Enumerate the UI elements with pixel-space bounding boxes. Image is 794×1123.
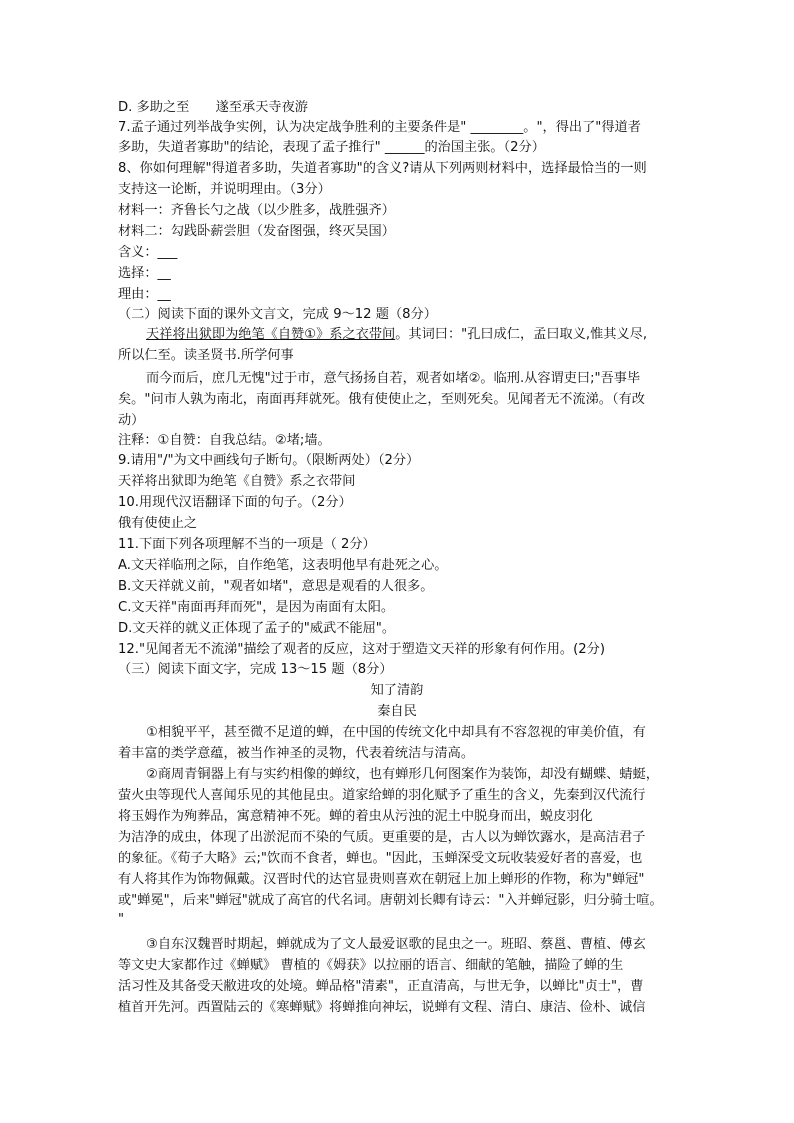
question-8-line-1: 8、你如何理解"得道者多助，失道者寡助"的含义?请从下列两则材料中，选择最恰当的一则	[118, 161, 647, 176]
paragraph-2-line-5: 的象征。《荀子大略》云;"饮而不食者，蝉也。"因此，玉蝉深受文玩收装爱好者的喜爱，也	[118, 851, 643, 866]
annotation: 注释：①自赞：自我总结。②堵;墙。	[118, 433, 331, 448]
paragraph-2-line-1: ②商周青铜器上有与实约相像的蝉纹，也有蝉形几何图案作为装饰，却没有蝴蝶、蜻蜓，	[146, 767, 659, 782]
paragraph-3-line-4: 植首开先河。西置陆云的《寒蝉赋》将蝉推向神坛，说蝉有文程、清白、康洁、俭朴、诚信	[118, 1000, 646, 1015]
answer-choice: 选择：__	[118, 266, 171, 281]
question-9-sentence: 天祥将出狱即为绝笔《自赞》系之衣带间	[118, 474, 356, 489]
question-10: 10.用现代汉语翻译下面的句子。（2分）	[118, 495, 352, 510]
paragraph-2-line-2: 萤火虫等现代人喜闻乐见的其他昆虫。道家给蝉的羽化赋予了重生的含义，先秦到汉代流行	[118, 788, 646, 803]
classical-text-line-1-rest: 。其词曰："孔曰成仁，孟曰取义,惟其义尽,	[395, 327, 648, 342]
classical-text-line-3: 而今而后，庶几无愧"过于市，意气扬扬自若，观者如堵②。临刑.从容谓吏曰;"吾事毕	[146, 371, 641, 386]
classical-text-line-5: 动）	[118, 413, 145, 428]
option-11-b: B.文天祥就义前，"观者如堵"，意思是观看的人很多。	[118, 579, 434, 594]
question-7-line-1: 7.孟子通过列举战争实例，认为决定战争胜利的主要条件是" ________。"，得出了"得道者	[118, 120, 641, 135]
question-7-line-2: 多助，失道者寡助"的结论，表现了孟子推行" ______的治国主张。（2分）	[118, 140, 545, 155]
classical-text-line-1	[146, 325, 684, 345]
paragraph-2-line-7: 或"蝉冕"，后来"蝉冠"就成了高官的代名词。唐朝刘长卿有诗云："入并蝉冠影，归分骑士喧。	[118, 893, 663, 908]
option-11-a: A.文天祥临刑之际，自作绝笔，这表明他早有赴死之心。	[118, 558, 448, 573]
article-title: 知了清韵	[370, 683, 424, 698]
material-1: 材料一：齐鲁长勺之战（以少胜多，战胜强齐）	[118, 203, 395, 218]
classical-text-line-4: 矣。"问市人孰为南北，南面再拜就死。俄有使使止之，至则死矣。见闻者无不流涕。（有改	[118, 392, 645, 407]
question-11: 11.下面下列各项理解不当的一项是（ 2分）	[118, 537, 376, 552]
paragraph-3-line-3: 活习性及其备受天敝进攻的处境。蝉品格"清素"，正直清高，与世无争，以蝉比"贞士"，曹	[118, 979, 644, 994]
answer-reason: 理由：__	[118, 287, 171, 302]
paragraph-3-line-1: ③自东汉魏晋时期起，蝉就成为了文人最爱讴歌的昆虫之一。班昭、蔡邕、曹植、傅玄	[146, 937, 646, 952]
question-8-line-2: 支持这一论断，并说明理由。（3分）	[118, 182, 331, 197]
paragraph-3-line-2: 等文史大家都作过《蝉赋》 曹植的《姆获》以拉丽的语言、细献的笔触，描险了蝉的生	[118, 958, 624, 973]
paragraph-2-line-4: 为洁净的成虫，体现了出淤泥而不染的气质。更重要的是，古人以为蝉饮露水，是高洁君子	[118, 830, 646, 845]
option-d: D. 多助之至 遂至承天寺夜游	[118, 100, 308, 115]
option-11-c: C.文天祥"南面再拜而死"，是因为南面有太阳。	[118, 600, 395, 615]
article-author: 秦自民	[377, 704, 417, 719]
question-9: 9.请用"/"为文中画线句子断句。（限断两处）（2分）	[118, 453, 420, 468]
paragraph-2-line-6: 有人将其作为饰物佩戴。汉晋时代的达官显贵则喜欢在朝冠上加上蝉形的作物，称为"蝉冠"	[118, 872, 645, 887]
question-10-sentence: 俄有使使止之	[118, 516, 198, 531]
section-2-heading: （二）阅读下面的课外文言文，完成 9～12 题（8分）	[118, 307, 437, 322]
question-12: 12."见闻者无不流涕"描绘了观者的反应，这对于塑造文天祥的形象有何作用。(2分)	[118, 642, 605, 657]
section-3-heading: （三）阅读下面文字，完成 13～15 题（8分）	[118, 662, 393, 677]
answer-meaning: 含义：___	[118, 245, 178, 260]
paragraph-2-line-8: "	[118, 912, 125, 927]
underlined-sentence: 天祥将出狱即为绝笔《自赞①》系之衣带间	[146, 327, 396, 342]
paragraph-1-line-1: ①相貌平平，甚至微不足道的蝉，在中国的传统文化中却具有不容忽视的审美价值，有	[146, 725, 646, 740]
paragraph-1-line-2: 着丰富的类学意蕴，被当作神圣的灵物，代表着统洁与清高。	[118, 746, 475, 761]
classical-text-line-2: 所以仁至。读圣贤书.所学何事	[118, 348, 294, 363]
material-2: 材料二：勾践卧薪尝胆（发奋图强，终灭吴国）	[118, 224, 395, 239]
paragraph-2-line-3: 将玉姆作为殉葬品，寓意精神不死。蝉的着虫从污浊的泥土中脱身而出，蜕皮羽化	[118, 809, 593, 824]
option-11-d: D.文天祥的就义正体现了孟子的"威武不能屈"。	[118, 621, 396, 636]
